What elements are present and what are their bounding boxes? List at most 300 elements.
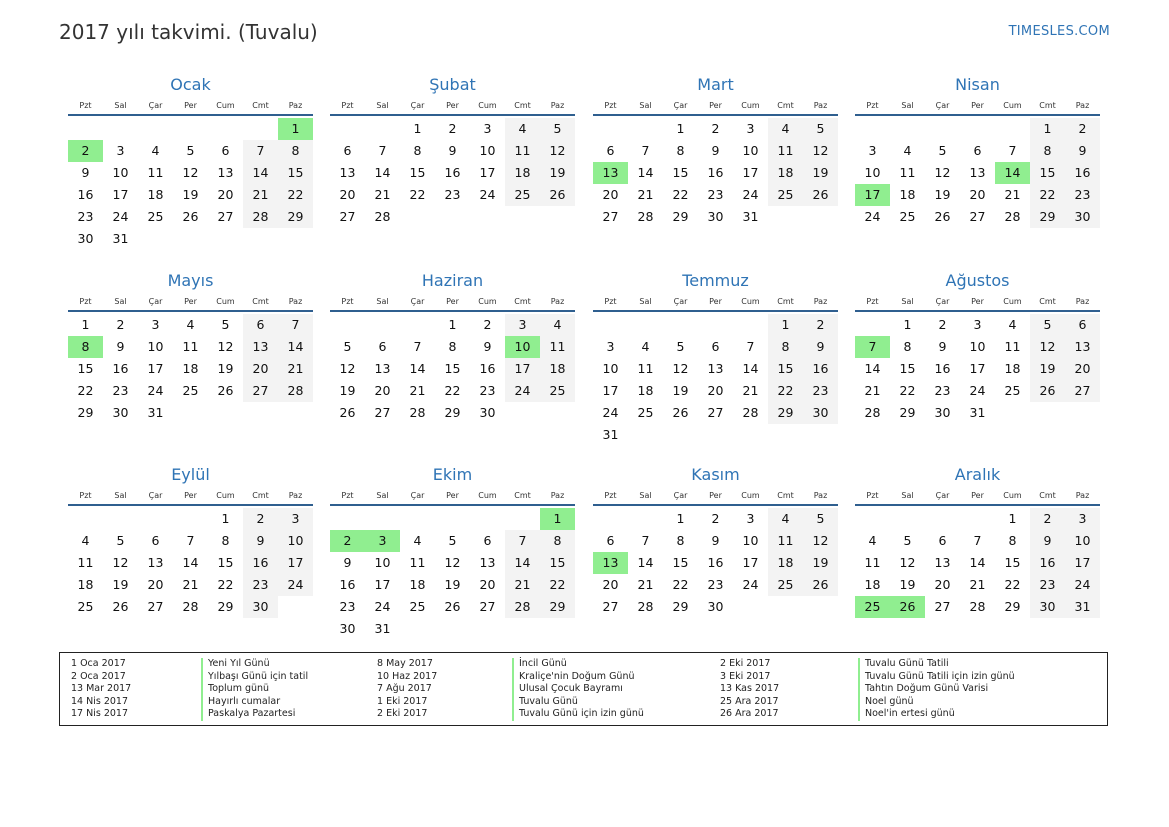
day-cell: 27: [374, 405, 391, 420]
day-cell: 14: [505, 552, 540, 574]
day-cell: 1: [540, 508, 575, 530]
weekday-label: Cum: [478, 296, 497, 306]
day-cell: 18: [77, 577, 94, 592]
week-row: [68, 358, 313, 380]
empty-cell: [470, 618, 505, 640]
week-row: [68, 552, 313, 574]
day-cell: 5: [343, 339, 352, 354]
day-cell: 30: [803, 402, 838, 424]
day-cell: 31: [374, 621, 391, 636]
day-cell: 28: [409, 405, 426, 420]
header-divider: [330, 114, 575, 116]
day-cell: 15: [1030, 162, 1065, 184]
empty-cell: [768, 206, 803, 228]
day-cell: 22: [672, 187, 689, 202]
week-row: [330, 596, 575, 618]
empty-cell: [855, 314, 890, 336]
day-cell: 3: [606, 339, 615, 354]
day-cell: 1: [768, 314, 803, 336]
day-cell: 20: [1065, 358, 1100, 380]
weekday-label: Cmt: [514, 100, 531, 110]
legend-holiday-name: İncil Günü: [512, 658, 644, 671]
day-cell: 24: [742, 187, 759, 202]
day-cell: 15: [217, 555, 234, 570]
empty-cell: [593, 314, 628, 336]
day-cell: 12: [112, 555, 129, 570]
empty-cell: [208, 228, 243, 250]
day-cell: 11: [1004, 339, 1021, 354]
week-row: [330, 206, 575, 228]
header-divider: [330, 504, 575, 506]
day-cell: 10: [147, 339, 164, 354]
day-cell: 10: [278, 530, 313, 552]
empty-cell: [68, 508, 103, 530]
day-cell: 2: [448, 121, 457, 136]
day-cell: 23: [444, 187, 461, 202]
day-cell: 24: [147, 383, 164, 398]
day-cell: 3: [1065, 508, 1100, 530]
day-cell: 20: [969, 187, 986, 202]
legend-date: 1 Eki 2017: [377, 695, 428, 707]
week-row: [68, 402, 313, 424]
day-cell: 17: [742, 165, 759, 180]
day-cell: 15: [444, 361, 461, 376]
legend-holiday-name: Tuvalu Günü Tatili için izin günü: [858, 671, 1015, 684]
day-cell: 8: [1030, 140, 1065, 162]
day-cell: 11: [637, 361, 654, 376]
day-cell: 29: [899, 405, 916, 420]
day-cell: 18: [147, 187, 164, 202]
day-cell: 4: [540, 314, 575, 336]
header-divider: [593, 310, 838, 312]
week-row: [593, 184, 838, 206]
day-cell: 20: [602, 187, 619, 202]
weekday-label: Pzt: [79, 490, 92, 500]
day-cell: 15: [672, 555, 689, 570]
day-cell: 4: [413, 533, 422, 548]
weekday-label: Sal: [114, 100, 127, 110]
empty-cell: [103, 508, 138, 530]
day-cell: 24: [602, 405, 619, 420]
day-cell: 11: [899, 165, 916, 180]
day-cell: 20: [147, 577, 164, 592]
weekday-header: [855, 293, 1100, 309]
day-cell: 27: [934, 599, 951, 614]
day-cell: 1: [676, 511, 685, 526]
legend-name-column: [858, 658, 1015, 721]
day-cell: 9: [243, 530, 278, 552]
day-cell: 28: [742, 405, 759, 420]
day-cell: 13: [969, 165, 986, 180]
header-divider: [855, 114, 1100, 116]
legend-name-column: [512, 658, 644, 721]
day-cell: 21: [637, 187, 654, 202]
day-cell: 8: [676, 533, 685, 548]
day-cell: 21: [243, 184, 278, 206]
day-cell: 7: [641, 143, 650, 158]
legend-holiday-name: Tuvalu Günü için izin günü: [512, 708, 644, 721]
empty-cell: [540, 618, 575, 640]
day-cell: 8: [1008, 533, 1017, 548]
month-name: Temmuz: [682, 271, 749, 290]
day-cell: 28: [864, 405, 881, 420]
month-calendar: [68, 465, 313, 618]
week-row: [593, 380, 838, 402]
day-cell: 12: [182, 165, 199, 180]
day-cell: 24: [969, 383, 986, 398]
empty-cell: [400, 618, 435, 640]
weekday-label: Cmt: [777, 296, 794, 306]
weekday-label: Sal: [639, 296, 652, 306]
day-cell: 12: [540, 140, 575, 162]
day-cell: 26: [934, 209, 951, 224]
month-calendar: [68, 75, 313, 250]
day-cell: 7: [278, 314, 313, 336]
day-cell: 31: [112, 231, 129, 246]
empty-cell: [628, 314, 663, 336]
empty-cell: [365, 314, 400, 336]
day-cell: 9: [1030, 530, 1065, 552]
week-row: [68, 228, 313, 250]
day-cell: 12: [672, 361, 689, 376]
day-cell: 27: [602, 209, 619, 224]
legend-holiday-name: Ulusal Çocuk Bayramı: [512, 683, 644, 696]
day-cell: 13: [147, 555, 164, 570]
empty-cell: [243, 228, 278, 250]
day-cell: 16: [243, 552, 278, 574]
day-cell: 29: [672, 599, 689, 614]
day-cell: 17: [112, 187, 129, 202]
day-cell: 31: [1065, 596, 1100, 618]
week-row: [855, 508, 1100, 530]
legend-holiday-name: Yılbaşı Günü için tatil: [201, 671, 308, 684]
empty-cell: [400, 206, 435, 228]
weekday-label: Paz: [813, 296, 828, 306]
empty-cell: [890, 118, 925, 140]
day-cell: 5: [903, 533, 912, 548]
month-calendar: [330, 465, 575, 640]
weekday-label: Pzt: [866, 490, 879, 500]
weekday-label: Per: [446, 490, 459, 500]
empty-cell: [960, 118, 995, 140]
empty-cell: [505, 402, 540, 424]
day-cell: 27: [707, 405, 724, 420]
legend-date-column: [71, 658, 131, 721]
empty-cell: [768, 424, 803, 446]
day-cell: 23: [77, 209, 94, 224]
day-cell: 3: [868, 143, 877, 158]
month-name: Kasım: [691, 465, 740, 484]
day-cell: 18: [864, 577, 881, 592]
weekday-header: [855, 487, 1100, 503]
empty-cell: [435, 206, 470, 228]
day-cell: 4: [505, 118, 540, 140]
month-name: Ekim: [432, 465, 473, 484]
day-cell: 25: [540, 380, 575, 402]
empty-cell: [365, 508, 400, 530]
day-cell: 4: [903, 143, 912, 158]
day-cell: 7: [641, 533, 650, 548]
day-cell: 10: [479, 143, 496, 158]
empty-cell: [400, 508, 435, 530]
day-cell: 13: [1065, 336, 1100, 358]
empty-cell: [138, 118, 173, 140]
day-cell: 16: [707, 165, 724, 180]
day-cell: 12: [217, 339, 234, 354]
weekday-label: Pzt: [79, 296, 92, 306]
legend-date: 8 May 2017: [377, 658, 433, 669]
empty-cell: [243, 402, 278, 424]
day-cell: 15: [540, 552, 575, 574]
day-cell: 13: [479, 555, 496, 570]
day-cell: 1: [81, 317, 90, 332]
weekday-label: Per: [446, 100, 459, 110]
day-cell: 2: [1030, 508, 1065, 530]
weekday-label: Per: [971, 490, 984, 500]
day-cell: 25: [768, 184, 803, 206]
day-cell: 1: [1030, 118, 1065, 140]
weekday-label: Pzt: [341, 490, 354, 500]
day-cell: 4: [1008, 317, 1017, 332]
day-cell: 10: [742, 143, 759, 158]
day-cell: 31: [147, 405, 164, 420]
empty-cell: [243, 118, 278, 140]
weekday-label: Per: [184, 296, 197, 306]
day-cell: 28: [637, 599, 654, 614]
week-row: [330, 574, 575, 596]
empty-cell: [628, 508, 663, 530]
week-row: [593, 336, 838, 358]
weekday-label: Cmt: [252, 296, 269, 306]
day-cell: 7: [1008, 143, 1017, 158]
day-cell: 2: [330, 530, 365, 552]
day-cell: 3: [973, 317, 982, 332]
day-cell: 17: [602, 383, 619, 398]
day-cell: 9: [81, 165, 90, 180]
week-row: [593, 358, 838, 380]
day-cell: 23: [1065, 184, 1100, 206]
legend-date: 14 Nis 2017: [71, 695, 128, 707]
week-row: [68, 596, 313, 618]
day-cell: 26: [217, 383, 234, 398]
week-row: [68, 184, 313, 206]
weekday-label: Per: [971, 100, 984, 110]
day-cell: 20: [602, 577, 619, 592]
day-cell: 5: [1030, 314, 1065, 336]
day-cell: 19: [672, 383, 689, 398]
day-cell: 8: [68, 336, 103, 358]
week-row: [593, 508, 838, 530]
day-cell: 29: [278, 206, 313, 228]
weekday-label: Paz: [550, 490, 565, 500]
month-calendar: [855, 271, 1100, 424]
empty-cell: [803, 206, 838, 228]
day-cell: 28: [243, 206, 278, 228]
day-cell: 12: [803, 140, 838, 162]
day-cell: 30: [1030, 596, 1065, 618]
weekday-label: Sal: [901, 100, 914, 110]
empty-cell: [733, 314, 768, 336]
weekday-label: Çar: [673, 296, 688, 306]
day-cell: 13: [707, 361, 724, 376]
month-name: Nisan: [955, 75, 1000, 94]
week-row: [593, 574, 838, 596]
day-cell: 3: [483, 121, 492, 136]
weekday-label: Per: [446, 296, 459, 306]
day-cell: 20: [243, 358, 278, 380]
weekday-header: [330, 97, 575, 113]
legend-date-column: [720, 658, 779, 721]
weekday-label: Paz: [288, 296, 303, 306]
day-cell: 8: [413, 143, 422, 158]
day-cell: 8: [278, 140, 313, 162]
day-cell: 17: [969, 361, 986, 376]
day-cell: 4: [641, 339, 650, 354]
week-row: [593, 118, 838, 140]
empty-cell: [330, 118, 365, 140]
weekday-label: Pzt: [341, 296, 354, 306]
empty-cell: [663, 424, 698, 446]
day-cell: 7: [378, 143, 387, 158]
empty-cell: [855, 118, 890, 140]
day-cell: 17: [1065, 552, 1100, 574]
week-row: [593, 424, 838, 446]
weekday-header: [593, 487, 838, 503]
day-cell: 12: [1030, 336, 1065, 358]
day-cell: 18: [768, 552, 803, 574]
day-cell: 14: [864, 361, 881, 376]
day-cell: 15: [278, 162, 313, 184]
weekday-label: Per: [709, 100, 722, 110]
day-cell: 8: [768, 336, 803, 358]
day-cell: 26: [444, 599, 461, 614]
day-cell: 17: [855, 184, 890, 206]
day-cell: 23: [934, 383, 951, 398]
day-cell: 14: [637, 555, 654, 570]
empty-cell: [628, 118, 663, 140]
day-cell: 28: [182, 599, 199, 614]
day-cell: 25: [147, 209, 164, 224]
week-row: [330, 618, 575, 640]
day-cell: 6: [151, 533, 160, 548]
day-cell: 16: [803, 358, 838, 380]
day-cell: 1: [676, 121, 685, 136]
day-cell: 12: [934, 165, 951, 180]
week-row: [68, 162, 313, 184]
weekday-label: Paz: [550, 296, 565, 306]
month-calendar: [68, 271, 313, 424]
day-cell: 12: [444, 555, 461, 570]
day-cell: 5: [186, 143, 195, 158]
day-cell: 6: [606, 533, 615, 548]
day-cell: 10: [969, 339, 986, 354]
day-cell: 16: [707, 555, 724, 570]
day-cell: 10: [505, 336, 540, 358]
legend-date: 7 Ağu 2017: [377, 683, 432, 695]
week-row: [855, 380, 1100, 402]
weekday-label: Cum: [216, 296, 235, 306]
empty-cell: [925, 508, 960, 530]
day-cell: 15: [672, 165, 689, 180]
day-cell: 3: [505, 314, 540, 336]
legend-holiday-name: Paskalya Pazartesi: [201, 708, 308, 721]
day-cell: 6: [711, 339, 720, 354]
day-cell: 10: [1065, 530, 1100, 552]
day-cell: 6: [938, 533, 947, 548]
day-cell: 16: [77, 187, 94, 202]
day-cell: 20: [479, 577, 496, 592]
day-cell: 2: [1065, 118, 1100, 140]
empty-cell: [628, 424, 663, 446]
day-cell: 7: [746, 339, 755, 354]
day-cell: 10: [864, 165, 881, 180]
weekday-header: [593, 293, 838, 309]
legend-holiday-name: Yeni Yıl Günü: [201, 658, 308, 671]
week-row: [593, 162, 838, 184]
day-cell: 25: [768, 574, 803, 596]
day-cell: 11: [77, 555, 94, 570]
week-row: [330, 552, 575, 574]
week-row: [593, 530, 838, 552]
legend-date: 17 Nis 2017: [71, 708, 128, 720]
week-row: [330, 118, 575, 140]
day-cell: 21: [278, 358, 313, 380]
week-row: [855, 358, 1100, 380]
day-cell: 19: [444, 577, 461, 592]
empty-cell: [365, 118, 400, 140]
day-cell: 29: [1030, 206, 1065, 228]
day-cell: 21: [409, 383, 426, 398]
weekday-label: Per: [184, 100, 197, 110]
weekday-label: Cum: [478, 490, 497, 500]
day-cell: 13: [934, 555, 951, 570]
header-divider: [593, 114, 838, 116]
day-cell: 2: [711, 121, 720, 136]
day-cell: 7: [855, 336, 890, 358]
empty-cell: [173, 508, 208, 530]
weekday-header: [593, 97, 838, 113]
empty-cell: [208, 402, 243, 424]
empty-cell: [68, 118, 103, 140]
empty-cell: [435, 618, 470, 640]
day-cell: 29: [768, 402, 803, 424]
legend-holiday-name: Kraliçe'nin Doğum Günü: [512, 671, 644, 684]
day-cell: 21: [637, 577, 654, 592]
weekday-label: Paz: [813, 100, 828, 110]
weekday-header: [68, 487, 313, 503]
empty-cell: [855, 508, 890, 530]
week-row: [855, 140, 1100, 162]
day-cell: 16: [934, 361, 951, 376]
week-row: [855, 162, 1100, 184]
day-cell: 6: [483, 533, 492, 548]
day-cell: 11: [409, 555, 426, 570]
legend-date: 2 Oca 2017: [71, 670, 126, 682]
week-row: [330, 140, 575, 162]
day-cell: 23: [243, 574, 278, 596]
empty-cell: [278, 596, 313, 618]
day-cell: 18: [768, 162, 803, 184]
day-cell: 27: [339, 209, 356, 224]
day-cell: 31: [969, 405, 986, 420]
empty-cell: [435, 508, 470, 530]
brand-link[interactable]: TIMESLES.COM: [1008, 24, 1110, 39]
weekday-label: Çar: [935, 296, 950, 306]
day-cell: 25: [855, 596, 890, 618]
day-cell: 6: [606, 143, 615, 158]
legend-date: 13 Kas 2017: [720, 683, 780, 695]
day-cell: 14: [969, 555, 986, 570]
